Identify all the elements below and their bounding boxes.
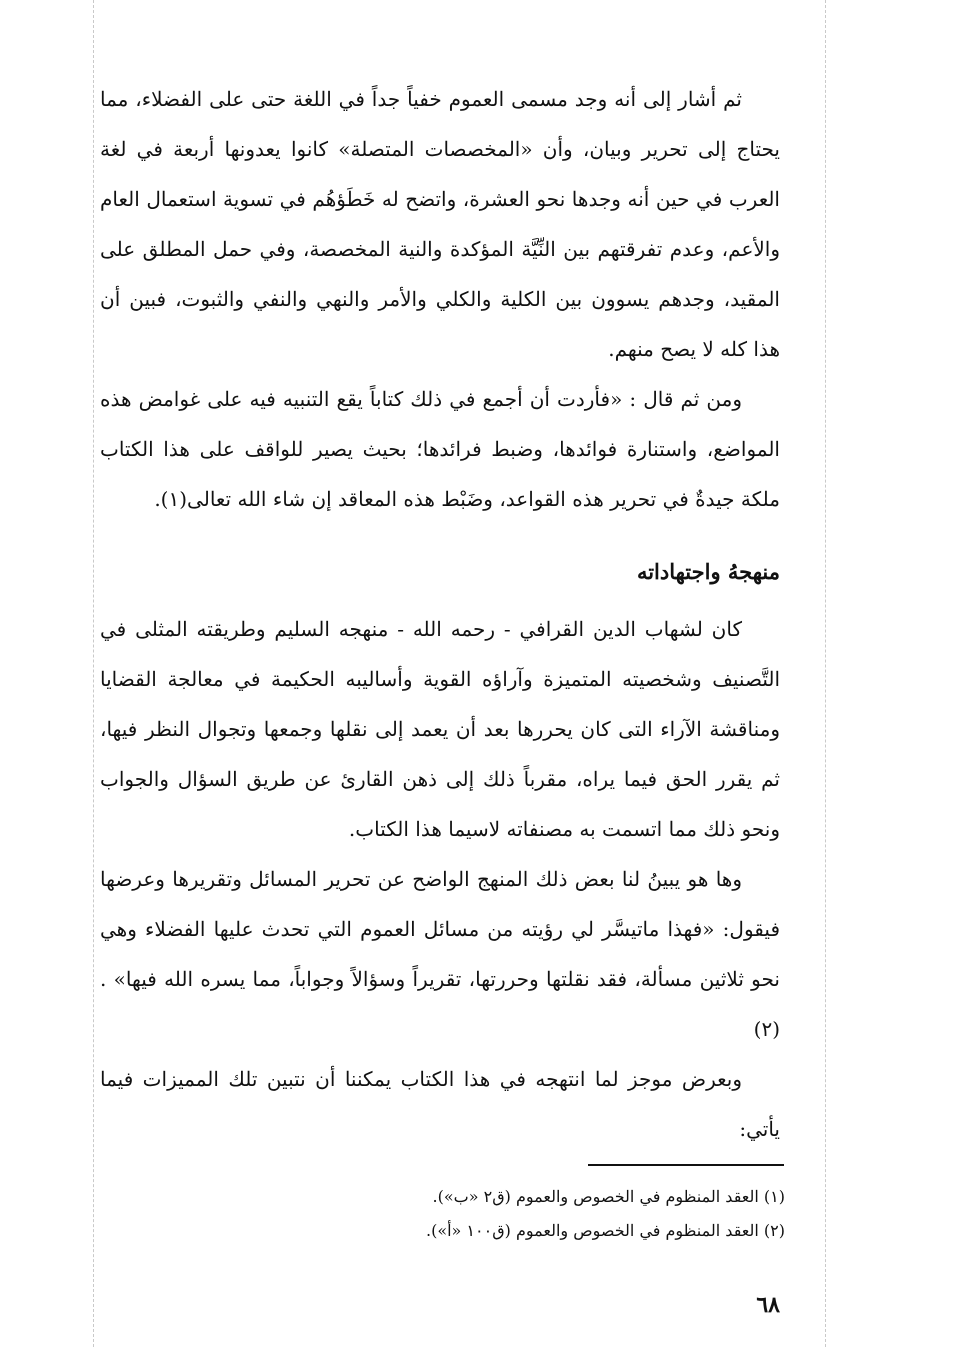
body-text-upper — [100, 74, 780, 524]
paragraph-4: وها هو يبينُ لنا بعض ذلك المنهج الواضح عن تحرير المسائل وتقريرها وعرضها فيقول: «فهذا ماتيسَّر لي رؤيته من مسائل العموم التي تحدث عليها الفضلاء وهي نحو ثلاثين مسألة، فقد نقلتها وحررتها، تقريراً وسؤالاً وجواباً، مما يسره الله فيها» .(٢) — [100, 867, 780, 1041]
paragraph-5: وبعرض موجز لما انتهجه في هذا الكتاب يمكننا أن نتبين تلك المميزات فيما يأتي: — [100, 1067, 780, 1141]
section-heading: منهجهُ واجتهاداته — [636, 559, 780, 584]
footnote-divider — [588, 1164, 784, 1166]
footnote-1: (١) العقد المنظوم في الخصوص والعموم (ق٢ «ب»). — [432, 1187, 785, 1206]
paragraph-2: ومن ثم قال : «فأردت أن أجمع في ذلك كتاباً يقع التنبيه فيه على غوامض هذه المواضع، واستنارة فوائدها، وضبط فرائدها؛ بحيث يصير للواقف على هذا الكتاب ملكة جيدةٌ في تحرير هذه القواعد، وضَبْط هذه المعاقد إن شاء الله تعالى(١). — [100, 387, 780, 511]
paragraph-1: ثم أشار إلى أنه وجد مسمى العموم خفياً جداً في اللغة حتى على الفضلاء، مما يحتاج إلى تحرير وبيان، وأن «المخصصات المتصلة» كانوا يعدونها أربعة في لغة العرب في حين أنه وجدها نحو العشرة، واتضح له خَطَؤهُم في تسوية استعمال العام والأعم، وعدم تفرقتهم بين النِّيَّة المؤكدة والنية المخصصة، وفي حمل المطلق على المقيد، وجدهم يسوون بين الكلية والكلي والأمر والنهي والنفي والثبوت، فبين أن هذا كله لا يصح منهم. — [100, 87, 780, 361]
footnote-2: (٢) العقد المنظوم في الخصوص والعموم (ق١٠٠ «أ»). — [425, 1221, 785, 1240]
body-text-lower — [100, 604, 780, 1154]
scan-fold-line-left — [93, 0, 94, 1347]
paragraph-3: كان لشهاب الدين القرافي - رحمه الله - منهجه السليم وطريقته المثلى في التَّصنيف وشخصيته المتميزة وآراؤه القوية وأساليبه الحكيمة في معالجة القضايا ومناقشة الآراء التى كان يحررها بعد أن يعمد إلى نقلها وجمعها وتجوال النظر فيها، ثم يقرر الحق فيما يراه، مقرباً ذلك إلى ذهن القارئ عن طريق السؤال والجواب ونحو ذلك مما اتسمت به مصنفاته لاسيما هذا الكتاب. — [100, 617, 780, 841]
scan-fold-line-right — [825, 0, 826, 1347]
page-number: ٦٨ — [756, 1292, 780, 1318]
footnotes — [426, 1180, 785, 1248]
